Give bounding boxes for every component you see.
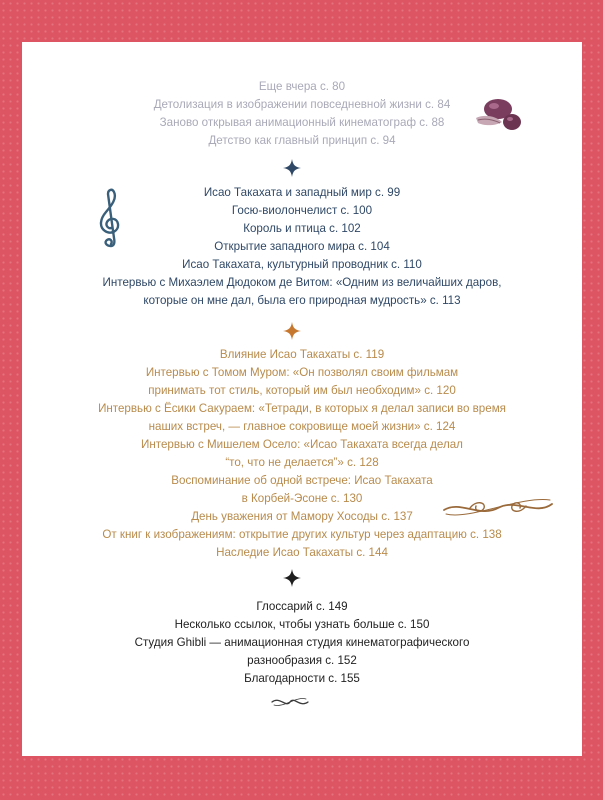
toc-entry[interactable]: Еще вчера с. 80 [258, 80, 346, 93]
toc-entry[interactable]: Интервью с Ёсики Сакураем: «Тетради, в которых я делал записи во время [98, 402, 506, 415]
toc-entry[interactable]: Заново открывая анимационный кинематограф с. 88 [159, 116, 445, 129]
toc-entry[interactable]: разнообразия с. 152 [247, 654, 357, 667]
toc-entry[interactable]: Король и птица с. 102 [243, 222, 361, 235]
toc-entry[interactable]: Исао Такахата, культурный проводник с. 110 [182, 258, 422, 271]
toc-entry[interactable]: принимать тот стиль, который им был необходим» с. 120 [148, 384, 456, 397]
toc-entry[interactable]: Благодарности с. 155 [244, 672, 360, 685]
ornamental-flourish-icon [440, 492, 556, 522]
toc-entry[interactable]: Открытие западного мира с. 104 [214, 240, 390, 253]
toc-entry[interactable]: Несколько ссылок, чтобы узнать больше с. 150 [174, 618, 430, 631]
toc-entry[interactable]: наших встреч, — главное сокровище моей жизни» с. 124 [148, 420, 456, 433]
toc-entry[interactable]: Детство как главный принцип с. 94 [208, 134, 396, 147]
toc-entry[interactable]: Интервью с Томом Муром: «Он позволял своим фильмам [145, 366, 459, 379]
toc-entry[interactable]: Наследие Исао Такахаты с. 144 [216, 546, 388, 559]
mushroom-icon [472, 96, 526, 136]
toc-entry[interactable]: в Корбей-Эсоне с. 130 [241, 492, 363, 505]
toc-entry[interactable]: Воспоминание об одной встрече: Исао Такахата [171, 474, 433, 487]
toc-entry[interactable]: Студия Ghibli — анимационная студия кинематографического [134, 636, 470, 649]
toc-entry[interactable]: Госю-виолончелист с. 100 [231, 204, 373, 217]
toc-entry[interactable]: День уважения от Мамору Хосоды с. 137 [191, 510, 413, 523]
sparkle-divider-icon [283, 322, 301, 340]
toc-entry[interactable]: Интервью с Мишелем Осело: «Исао Такахата всегда делал [141, 438, 463, 451]
small-flourish-icon [270, 694, 310, 710]
sparkle-divider-icon [283, 159, 301, 177]
toc-entry[interactable]: Детолизация в изображении повседневной жизни с. 84 [153, 98, 451, 111]
toc-entry[interactable]: Влияние Исао Такахаты с. 119 [219, 348, 385, 361]
toc-entry[interactable]: “то, что не делается”» с. 128 [225, 456, 379, 469]
sparkle-divider-icon [283, 569, 301, 587]
toc-page [22, 42, 582, 756]
toc-entry[interactable]: От книг к изображениям: открытие других культур через адаптацию с. 138 [102, 528, 502, 541]
toc-entry[interactable]: Интервью с Михаэлем Дюдоком де Витом: «Одним из величайших даров, [102, 276, 502, 289]
toc-entry[interactable]: Исао Такахата и западный мир с. 99 [203, 186, 401, 199]
toc-entry[interactable]: Глоссарий с. 149 [256, 600, 348, 613]
toc-entry[interactable]: которые он мне дал, была его природная мудрость» с. 113 [143, 294, 461, 307]
